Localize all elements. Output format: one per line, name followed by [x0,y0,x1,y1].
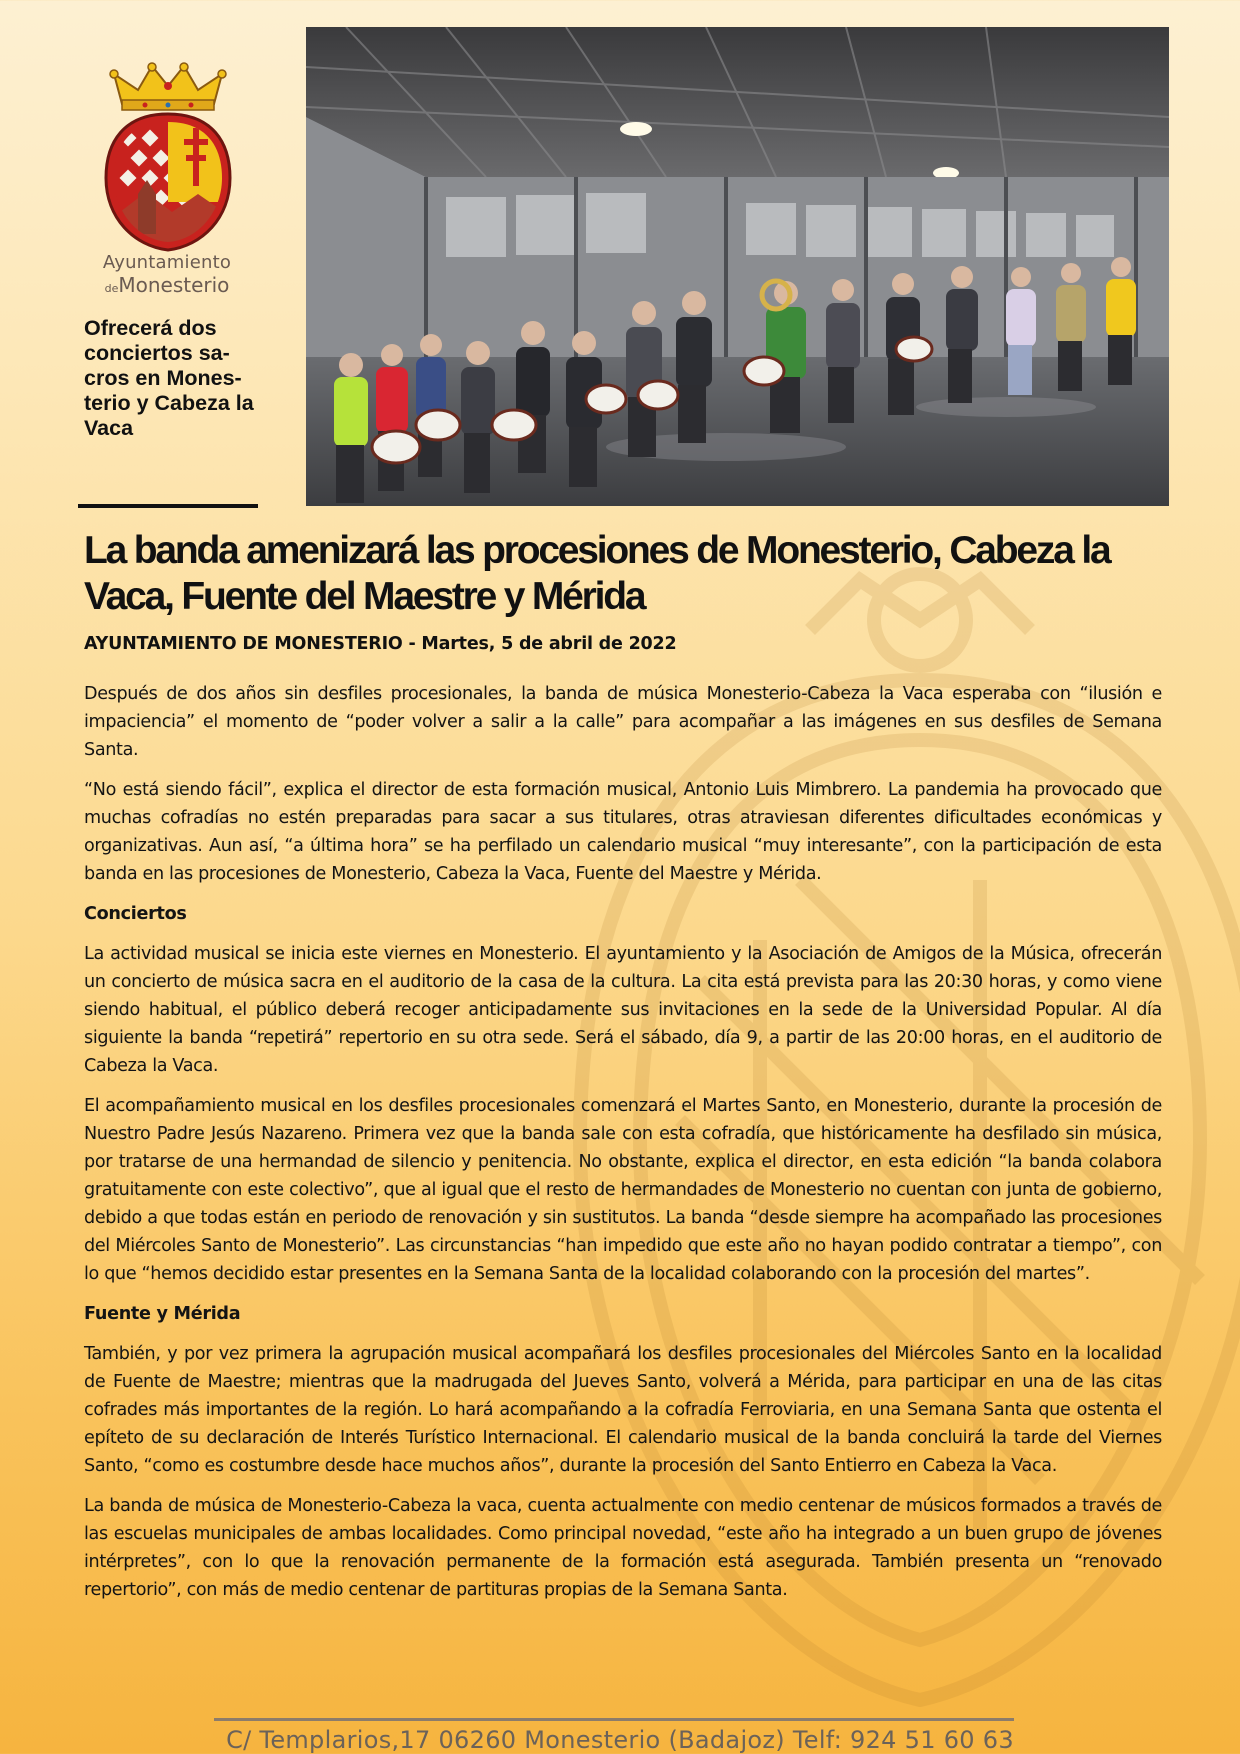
logo-line-2 [92,274,242,300]
paragraph-5: También, y por vez primera la agrupación musical acompañará los desfiles procesionales del Miércoles Santo en la localidad de Fuente de Maestre; mientras que la madrugada del Jueves Santo, volverá a Mérida, para participar en una de las citas cofrades más importantes de la región. Lo hará acompañando a la cofradía Ferroviaria, en una Semana Santa que ostenta el epíteto de su declaración de Interés Turístico Internacional. El calendario musical de la banda concluirá la tarde del Viernes Santo, “como es costumbre desde hace muchos años”, durante la procesión del Santo Entierro en Cabeza la Vaca. [84,1344,1162,1476]
article-body [84,680,1162,1616]
article-headline: La banda amenizará las procesiones de Monesterio, Cabeza la Vaca, Fuente del Maestre y Mérida [84,529,1110,618]
band-rehearsal-photo [306,27,1169,506]
paragraph-4: El acompañamiento musical en los desfiles procesionales comenzará el Martes Santo, en Monesterio, durante la procesión de Nuestro Padre Jesús Nazareno. Primera vez que la banda sale con esta cofradía, que históricamente ha desfilado sin música, por tratarse de una hermandad de silencio y penitencia. No obstante, explica el director, en esta edición “la banda colabora gratuitamente con este colectivo”, que al igual que el resto de hermandades de Monesterio no cuentan con junta de gobierno, debido a que todas están en periodo de renovación y sin sustitutos. La banda “desde siempre ha acompañado las procesiones del Miércoles Santo de Monesterio”. Las circunstancias “han impedido que este año no hayan podido contratar a tiempo”, con lo que “hemos decidido estar presentes en la Semana Santa de la localidad colaborando con la procesión del martes”. [84,1096,1162,1284]
paragraph-3: La actividad musical se inicia este viernes en Monesterio. El ayuntamiento y la Asociación de Amigos de la Música, ofrecerán un concierto de música sacra en el auditorio de la casa de la cultura. La cita está prevista para las 20:30 horas, y como viene siendo habitual, el público deberá recoger anticipadamente sus invitaciones en la sede de la Universidad Popular. Al día siguiente la banda “repetirá” repertorio en su otra sede. Será el sábado, día 9, a partir de las 20:00 horas, en el auditorio de Cabeza la Vaca. [84,944,1162,1076]
article-byline: AYUNTAMIENTO DE MONESTERIO - Martes, 5 de abril de 2022 [84,634,677,654]
footer-divider [214,1718,1014,1721]
paragraph-1: Después de dos años sin desfiles procesionales, la banda de música Monesterio-Cabeza la Vaca esperaba con “ilusión e impaciencia” el momento de “poder volver a salir a la calle” para acompañar a las imágenes en sus desfiles de Semana Santa. [84,684,1162,760]
logo-line-1: Ayuntamiento [102,252,232,273]
logo-line-2-name: Monesterio [118,273,230,297]
subheadline-divider [78,504,258,508]
section-heading-fuente-merida: Fuente y Mérida [84,1304,241,1324]
paragraph-2: “No está siendo fácil”, explica el director de esta formación musical, Antonio Luis Mimbrero. La pandemia ha provocado que muchas cofradías no estén preparadas para sacar a sus titulares, otras atraviesan diferentes dificultades económicas y organizativas. Aun así, “a última hora” se ha perfilado un calendario musical “muy interesante”, con la participación de esta banda en las procesiones de Monesterio, Cabeza la Vaca, Fuente del Maestre y Mérida. [84,780,1162,884]
section-heading-conciertos: Conciertos [84,904,187,924]
paragraph-6: La banda de música de Monesterio-Cabeza la vaca, cuenta actualmente con medio centenar de músicos formados a través de las escuelas municipales de ambas localidades. Como principal novedad, “este año ha integrado a un buen grupo de jóvenes intérpretes”, con lo que la renovación permanente de la formación está asegurada. También presenta un “renovado repertorio”, con más de medio centenar de partituras propias de la Semana Santa. [84,1496,1162,1600]
coat-of-arms-icon [100,62,236,252]
subheadline: Ofrecerá dos conciertos sacros en Monesterio y Cabeza la Vaca [84,316,254,440]
municipal-logo [92,62,244,300]
logo-line-2-prefix: de [104,282,119,295]
footer-address: C/ Templarios,17 06260 Monesterio (Badajoz) Telf: 924 51 60 63 [226,1726,1014,1754]
